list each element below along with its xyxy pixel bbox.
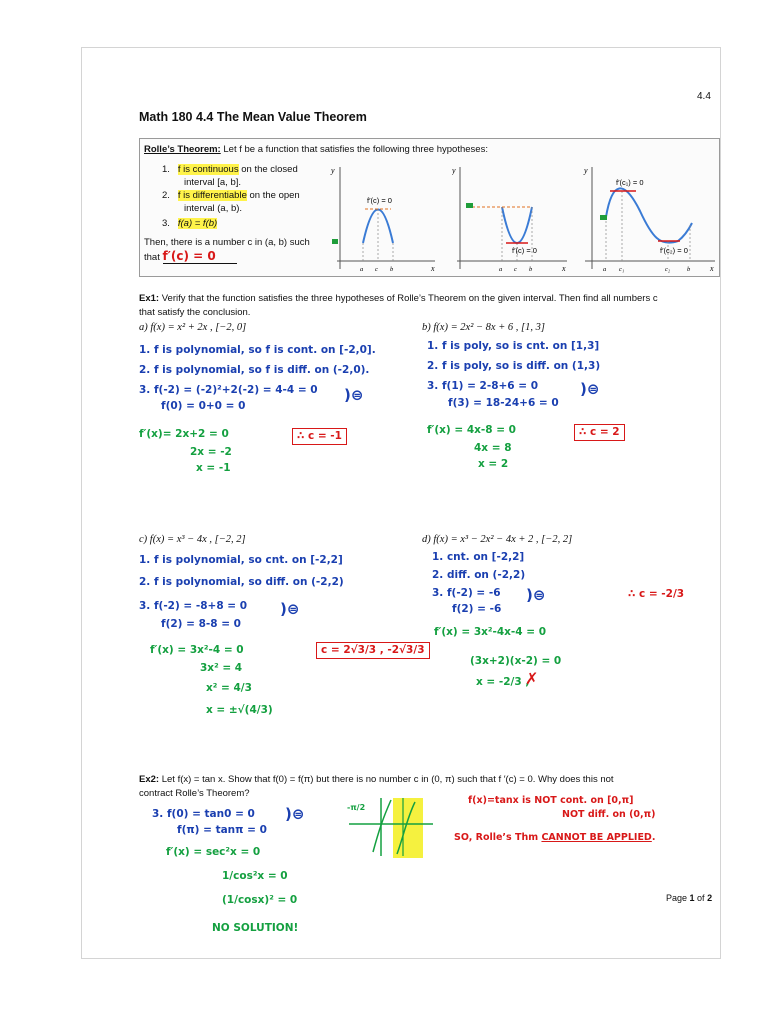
ex2-deriv3: (1/cosx)² = 0 (222, 894, 298, 906)
graph2-tick-a: a (499, 266, 503, 273)
ex1c-deriv2: 3x² = 4 (200, 662, 243, 674)
ex2-line1: 3. f(0) = tan0 = 0 (152, 808, 255, 820)
ex1a-line2: 2. f is polynomial, so f is diff. on (-2,0). (139, 364, 370, 376)
tangent-axis-label: -π/2 (347, 803, 366, 812)
ex1b-deriv2: 4x = 8 (474, 442, 512, 454)
graph3-xlabel: x (710, 264, 714, 273)
ex1c-line2: 2. f is polynomial, so diff. on (-2,2) (139, 576, 344, 588)
ex1c-deriv1: f′(x) = 3x²-4 = 0 (150, 644, 244, 656)
ex1c-line3: 3. f(-2) = -8+8 = 0 (139, 600, 248, 612)
graph2-ylabel: y (452, 166, 456, 175)
hypothesis-2-cont: interval (a, b). (184, 203, 243, 214)
ex2-reason2: NOT diff. on (0,π) (562, 809, 656, 820)
ex1d-deriv3: x = -2/3 , (476, 676, 530, 688)
graph1-xlabel: x (431, 264, 435, 273)
rolle-graph-2 (452, 161, 572, 276)
graph3-fc2-label: f′(c₂) = 0 (660, 246, 688, 255)
ex2-deriv1: f′(x) = sec²x = 0 (166, 846, 261, 858)
graph3-tick-a: a (603, 266, 607, 273)
section-number: 4.4 (697, 91, 711, 102)
ex1a-answer: ∴ c = -1 (292, 428, 347, 445)
ex1b-answer: ∴ c = 2 (574, 424, 625, 441)
brace-equal-icon-d: )⊜ (526, 586, 546, 604)
hypothesis-2: 2. f is differentiable on the open (162, 190, 300, 201)
ex1-instructions: Ex1: Verify that the function satisfies the three hypotheses of Rolle’s Theorem on the given interval. Then find all numbers c (139, 293, 658, 304)
ex1a-line1: 1. f is polynomial, so f is cont. on [-2,0]. (139, 344, 376, 356)
graph2-fc-label: f′(c) = 0 (512, 246, 537, 255)
hypothesis-1-cont: interval [a, b]. (184, 177, 242, 188)
rolle-statement (144, 143, 714, 156)
brace-equal-icon-b: )⊜ (580, 380, 600, 398)
ex2-deriv2: 1/cos²x = 0 (222, 870, 288, 882)
rolle-heading: Rolle’s Theorem: (144, 144, 221, 155)
graph1-tick-a: a (360, 266, 364, 273)
ex1d-deriv2: (3x+2)(x-2) = 0 (470, 655, 562, 667)
brace-equal-icon-ex2: )⊜ (285, 805, 305, 823)
ex1a-line3: 3. f(-2) = (-2)²+2(-2) = 4-4 = 0 (139, 384, 318, 396)
graph2-tick-c: c (514, 266, 517, 273)
ex1-instructions-2: that satisfy the conclusion. (139, 307, 251, 318)
graph3-fc1-label: f′(c₁) = 0 (616, 178, 644, 187)
rolle-graph-3 (580, 161, 718, 276)
ex2-line2: f(π) = tanπ = 0 (177, 824, 267, 836)
ex1b-line1: 1. f is poly, so is cnt. on [1,3] (427, 340, 600, 352)
ex1c-line4: f(2) = 8-8 = 0 (161, 618, 241, 630)
ex1c-deriv4: x = ±√(4/3) (206, 704, 273, 716)
ex1b-deriv1: f′(x) = 4x-8 = 0 (427, 424, 516, 436)
ex1d-deriv1: f′(x) = 3x²-4x-4 = 0 (434, 626, 547, 638)
ex1b-line4: f(3) = 18-24+6 = 0 (448, 397, 559, 409)
page-title: Math 180 4.4 The Mean Value Theorem (139, 110, 367, 124)
rolle-conclusion-line2: that f′(c) = 0 (144, 250, 237, 264)
ex1a-line4: f(0) = 0+0 = 0 (161, 400, 246, 412)
ex1c-problem: c) f(x) = x³ − 4x , [−2, 2] (139, 534, 246, 545)
ex1c-deriv3: x² = 4/3 (206, 682, 252, 694)
graph2-xlabel: x (562, 264, 566, 273)
page-number: Page 1 of 2 (666, 893, 713, 903)
ex1d-line1: 1. cnt. on [-2,2] (432, 551, 525, 563)
graph1-fc-label: f′(c) = 0 (367, 196, 392, 205)
tangent-graph-sketch (345, 796, 435, 860)
ex2-instructions-2: contract Rolle’s Theorem? (139, 788, 250, 799)
ex1d-line4: f(2) = -6 (452, 603, 502, 615)
graph3-tick-c1: c₁ (619, 266, 625, 273)
rolle-graph-1 (323, 161, 443, 276)
graph3-ylabel: y (584, 166, 588, 175)
ex1a-problem: a) f(x) = x² + 2x , [−2, 0] (139, 322, 247, 333)
rolle-conclusion: Then, there is a number c in (a, b) such (144, 237, 310, 248)
hypothesis-1: 1. f is continuous on the closed (162, 164, 298, 175)
ex1c-answer: c = 2√3/3 , -2√3/3 (316, 642, 430, 659)
ex1b-problem: b) f(x) = 2x² − 8x + 6 , [1, 3] (422, 322, 545, 333)
ex1a-deriv1: f′(x)= 2x+2 = 0 (139, 428, 229, 440)
brace-equal-icon-c: )⊜ (280, 600, 300, 618)
rolle-intro: Let f be a function that satisfies the following three hypotheses: (220, 144, 488, 155)
ex1d-problem: d) f(x) = x³ − 2x² − 4x + 2 , [−2, 2] (422, 534, 573, 545)
ex1b-deriv3: x = 2 (478, 458, 509, 470)
rolle-answer: f′(c) = 0 (163, 250, 237, 264)
graph1-ylabel: y (331, 166, 335, 175)
graph2-tick-b: b (529, 266, 533, 273)
graph1-tick-c: c (375, 266, 378, 273)
graph1-tick-b: b (390, 266, 394, 273)
ex1d-answer: ∴ c = -2/3 (628, 588, 685, 600)
ex1b-line2: 2. f is poly, so is diff. on (1,3) (427, 360, 601, 372)
rolle-theorem-box (139, 138, 720, 277)
graph3-tick-b: b (687, 266, 691, 273)
ex1a-deriv3: x = -1 (196, 462, 231, 474)
document-page (81, 47, 721, 959)
hypothesis-3: 3. f(a) = f(b) (162, 218, 218, 229)
graph3-tick-c2: c₂ (665, 266, 671, 273)
ex1a-deriv2: 2x = -2 (190, 446, 232, 458)
ex1d-line3: 3. f(-2) = -6 (432, 587, 501, 599)
ex2-instructions: Ex2: Let f(x) = tan x. Show that f(0) = f(π) but there is no number c in (0, π) such that f ′(c) = 0. Why does this not (139, 774, 614, 785)
ex2-conclusion: SO, Rolle’s Thm CANNOT BE APPLIED. (454, 832, 656, 843)
ex1c-line1: 1. f is polynomial, so cnt. on [-2,2] (139, 554, 343, 566)
cross-mark-icon: ✗ (525, 669, 539, 688)
ex1d-line2: 2. diff. on (-2,2) (432, 569, 526, 581)
brace-equal-icon-a: )⊜ (344, 386, 364, 404)
ex2-deriv4: NO SOLUTION! (212, 922, 299, 934)
ex1b-line3: 3. f(1) = 2-8+6 = 0 (427, 380, 539, 392)
ex2-reason1: f(x)=tanx is NOT cont. on [0,π] (468, 795, 634, 806)
